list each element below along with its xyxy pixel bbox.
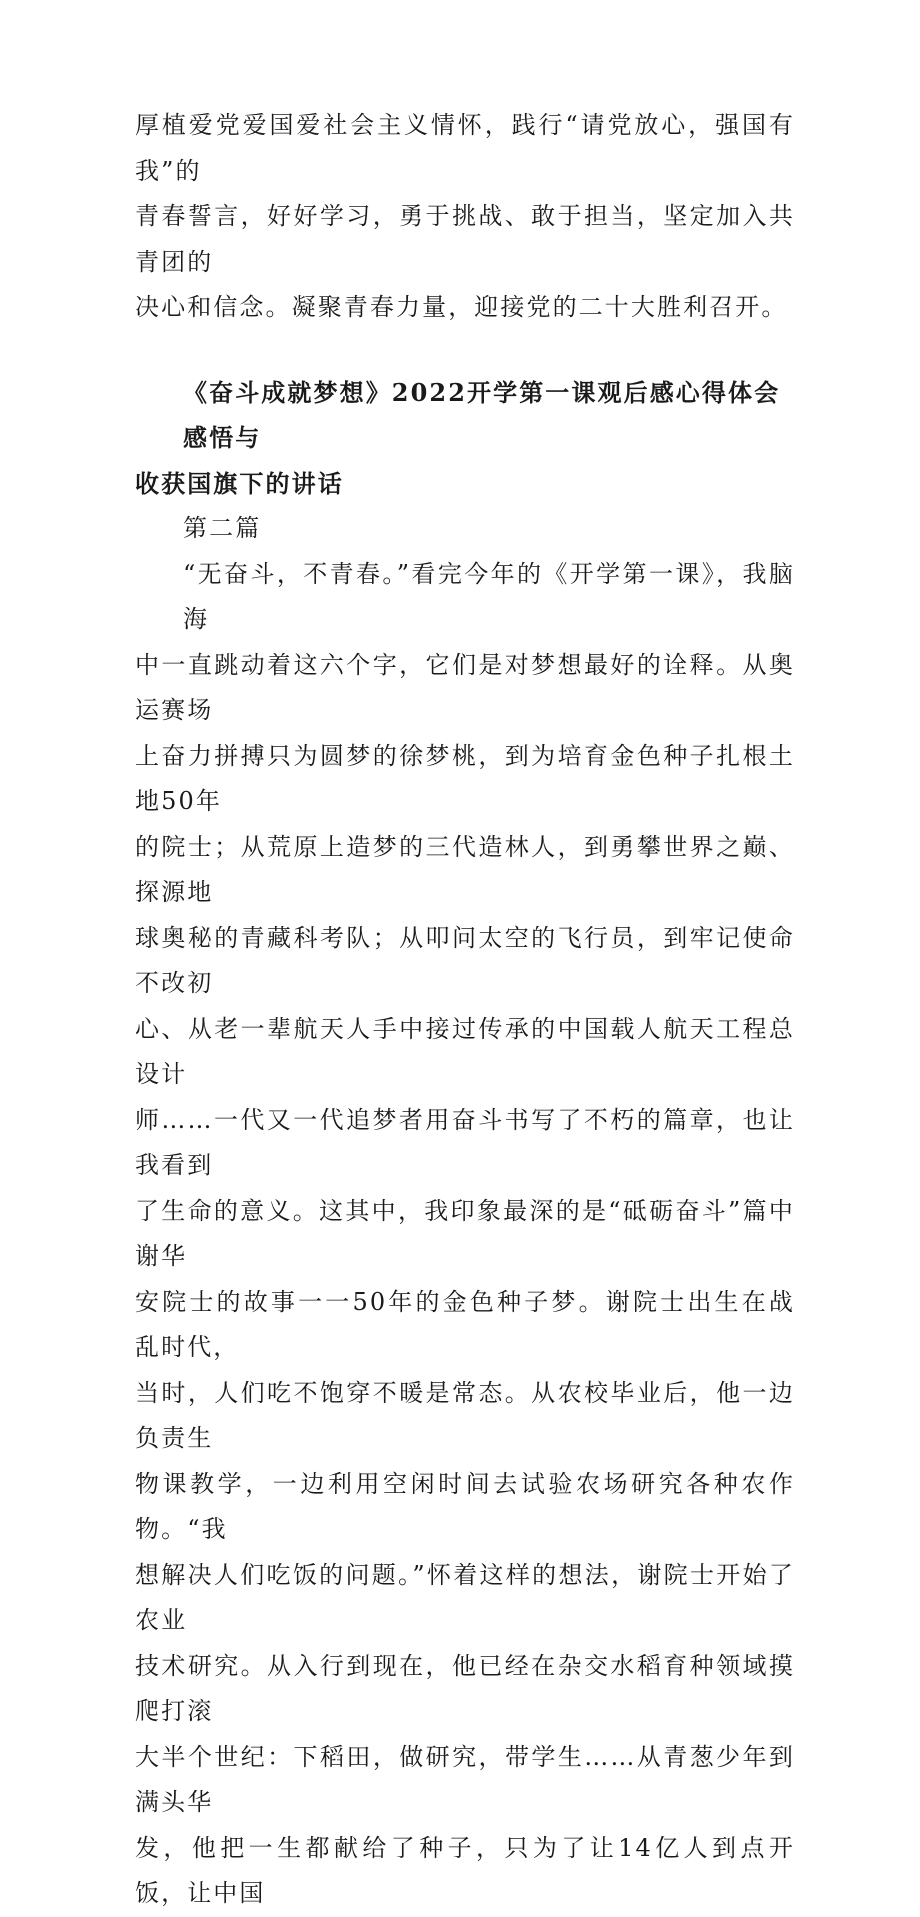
body-line: 当时，人们吃不饱穿不暖是常态。从农校毕业后，他一边负责生 bbox=[135, 1378, 795, 1452]
body-line: 了生命的意义。这其中，我印象最深的是“砥砺奋斗”篇中谢华 bbox=[135, 1196, 795, 1270]
body-line: 师……一代又一代追梦者用奋斗书写了不朽的篇章，也让我看到 bbox=[135, 1105, 795, 1179]
body-line: 上奋力拼搏只为圆梦的徐梦桃，到为培育金色种子扎根土地50年 bbox=[135, 741, 795, 815]
body-line: 中一直跳动着这六个字，它们是对梦想最好的诠释。从奥运赛场 bbox=[135, 650, 795, 724]
body-line: “无奋斗，不青春。”看完今年的《开学第一课》，我脑海 bbox=[183, 559, 795, 633]
body-line: 安院士的故事一一50年的金色种子梦。谢院士出生在战乱时代， bbox=[135, 1287, 795, 1361]
body-line: 发，他把一生都献给了种子，只为了让14亿人到点开饭，让中国 bbox=[135, 1833, 795, 1907]
paragraph-spacer bbox=[135, 331, 795, 370]
body-line: 想解决人们吃饭的问题。”怀着这样的想法，谢院士开始了农业 bbox=[135, 1560, 795, 1634]
body-line: 球奥秘的青藏科考队；从叩问太空的飞行员，到牢记使命不改初 bbox=[135, 923, 795, 997]
intro-line: 决心和信念。凝聚青春力量，迎接党的二十大胜利召开。 bbox=[135, 293, 788, 321]
body-line: 的院士；从荒原上造梦的三代造林人，到勇攀世界之巅、探源地 bbox=[135, 832, 795, 906]
document-page bbox=[135, 103, 795, 1917]
intro-line: 厚植爱党爱国爱社会主义情怀，践行“请党放心，强国有我”的 bbox=[135, 111, 795, 185]
intro-line: 青春誓言，好好学习，勇于挑战、敢于担当，坚定加入共青团的 bbox=[135, 202, 795, 276]
heading-line: 收获国旗下的讲话 bbox=[135, 468, 344, 498]
article-heading bbox=[135, 370, 795, 507]
heading-line: 《奋斗成就梦想》2022开学第一课观后感心得体会感悟与 bbox=[183, 377, 781, 452]
section-label: 第二篇 bbox=[183, 514, 262, 542]
body-line: 物课教学，一边利用空闲时间去试验农场研究各种农作物。“我 bbox=[135, 1469, 795, 1543]
body-line: 大半个世纪：下稻田，做研究，带学生……从青葱少年到满头华 bbox=[135, 1742, 795, 1816]
body-line: 心、从老一辈航天人手中接过传承的中国载人航天工程总设计 bbox=[135, 1014, 795, 1088]
body-line: 技术研究。从入行到现在，他已经在杂交水稻育种领域摸爬打滚 bbox=[135, 1651, 795, 1725]
body-paragraph bbox=[135, 552, 795, 1917]
intro-paragraph bbox=[135, 103, 795, 331]
